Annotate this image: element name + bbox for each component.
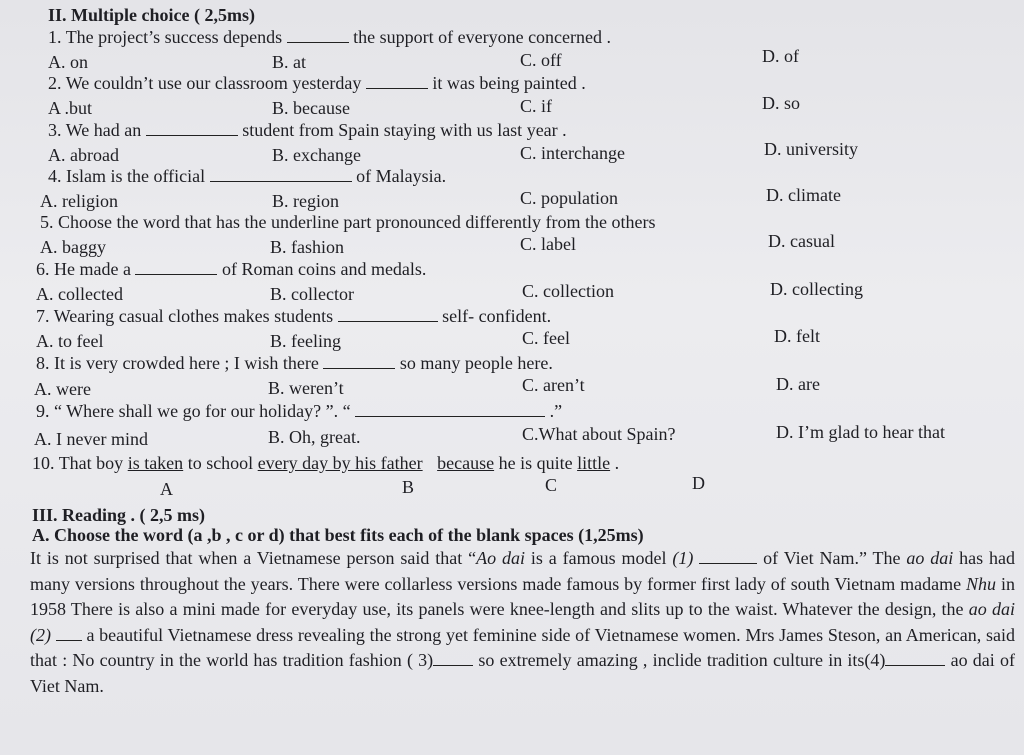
question-7-number: 7. [36, 306, 50, 326]
question-2-blank[interactable] [366, 74, 428, 89]
question-4-option-a[interactable]: A. religion [40, 191, 118, 211]
q10-part-b: every day by his father [257, 453, 423, 473]
reading-s5: in 1958 There is also a mini made for everyday use, its panels were knee-length and slits up to the waist. Whatever the design, the [30, 573, 1015, 620]
question-9-text-after: .” [549, 401, 563, 421]
reading-blank-4[interactable] [885, 651, 945, 666]
question-8 [36, 352, 553, 374]
question-3 [48, 119, 567, 141]
question-4-text-after: of Malaysia. [356, 166, 447, 186]
question-7-text: Wearing casual clothes makes students [53, 306, 334, 326]
question-8-text-after: so many people here. [399, 353, 553, 373]
q10-part-c: because [437, 453, 495, 473]
q10-label-b: B [402, 477, 415, 497]
question-6-option-d[interactable]: D. collecting [770, 279, 863, 299]
question-6-text: He made a [54, 259, 131, 279]
question-5-text: Choose the word that has the underline part pronounced differently from the others [58, 212, 656, 232]
question-7-option-b[interactable]: B. feeling [270, 331, 341, 351]
question-4-option-b[interactable]: B. region [272, 191, 339, 211]
question-8-option-d[interactable]: D. are [776, 374, 820, 394]
q10-number: 10. [32, 453, 55, 473]
question-1-option-b[interactable]: B. at [272, 52, 306, 72]
question-9-text: “ Where shall we go for our holiday? ”. “ [54, 401, 351, 421]
question-1-option-a[interactable]: A. on [48, 52, 88, 72]
question-3-text-after: student from Spain staying with us last year . [242, 120, 567, 140]
question-2 [48, 72, 586, 94]
question-1-text-after: the support of everyone concerned . [353, 27, 612, 47]
question-5-number: 5. [40, 212, 54, 232]
question-3-text: We had an [65, 120, 142, 140]
q10-text-mid: to school [187, 453, 254, 473]
question-4-blank[interactable] [210, 167, 352, 182]
question-6-text-after: of Roman coins and medals. [221, 259, 427, 279]
question-4-text: Islam is the official [66, 166, 206, 186]
question-9-option-b[interactable]: B. Oh, great. [268, 427, 361, 447]
question-5-option-a[interactable]: A. baggy [40, 237, 106, 257]
reading-s3-italic: ao dai [906, 548, 954, 568]
reading-s1: It is not surprised that when a Vietnamese person said that “ [30, 548, 477, 568]
question-6-option-c[interactable]: C. collection [522, 281, 614, 301]
q10-part-d: little [577, 453, 611, 473]
question-4-option-d[interactable]: D. climate [766, 185, 841, 205]
question-2-option-a[interactable]: A .but [48, 98, 93, 118]
reading-s4: has had many versions throughout the years. There were collarless versions made famous by former first lady of south Vietnam madame [30, 548, 1016, 594]
q10-text-mid2: he is quite [498, 453, 573, 473]
reading-blank-1[interactable] [699, 549, 757, 564]
question-9 [36, 400, 562, 422]
reading-s1-italic: Ao dai [476, 548, 526, 568]
question-3-number: 3. [48, 120, 62, 140]
reading-blank-1-label: (1) [672, 548, 694, 568]
question-8-text: It is very crowded here ; I wish there [54, 353, 319, 373]
q10-part-a: is taken [127, 453, 184, 473]
question-5-option-d[interactable]: D. casual [768, 231, 835, 251]
reading-passage [30, 546, 1015, 700]
reading-s2: is a famous model [525, 548, 673, 568]
question-1-blank[interactable] [287, 28, 349, 43]
question-6-option-b[interactable]: B. collector [270, 284, 354, 304]
question-1-text: The project’s success depends [65, 27, 283, 47]
question-6 [36, 258, 426, 280]
question-7-option-c[interactable]: C. feel [522, 328, 570, 348]
question-8-option-a[interactable]: A. were [34, 379, 91, 399]
question-3-blank[interactable] [146, 121, 238, 136]
question-3-option-b[interactable]: B. exchange [272, 145, 361, 165]
reading-s4-italic: Nhu [966, 573, 997, 594]
reading-s6: a beautiful Vietnamese dress revealing the strong yet feminine side of Vietnamese women. Mrs James Steson, an American, said that : No country in the world has tradition fashion ( 3) [30, 624, 1015, 671]
question-4-option-c[interactable]: C. population [520, 188, 618, 208]
question-8-option-c[interactable]: C. aren’t [522, 375, 585, 395]
question-1 [48, 26, 611, 48]
question-3-option-a[interactable]: A. abroad [48, 145, 119, 165]
question-2-text: We couldn’t use our classroom yesterday [65, 73, 362, 93]
q10-label-d: D [692, 473, 705, 493]
question-5 [40, 211, 656, 233]
question-3-option-c[interactable]: C. interchange [520, 143, 625, 163]
reading-blank-2[interactable] [56, 626, 82, 641]
section-2-title: II. Multiple choice ( 2,5ms) [48, 5, 255, 25]
question-8-number: 8. [36, 353, 50, 373]
reading-s7: so extremely amazing , inclide tradition culture in its(4) [473, 650, 886, 671]
section-3-instruction: A. Choose the word (a ,b , c or d) that best fits each of the blank spaces (1,25ms) [32, 525, 644, 545]
question-7-text-after: self- confident. [442, 306, 552, 326]
question-6-number: 6. [36, 259, 50, 279]
question-8-option-b[interactable]: B. weren’t [268, 378, 344, 398]
question-9-blank[interactable] [355, 402, 545, 417]
question-6-blank[interactable] [135, 260, 217, 275]
q10-text-start: That boy [58, 453, 124, 473]
question-3-option-d[interactable]: D. university [764, 139, 858, 159]
q10-label-c: C [545, 475, 558, 495]
question-9-option-a[interactable]: A. I never mind [34, 429, 148, 449]
question-7-blank[interactable] [338, 307, 438, 322]
question-10 [32, 452, 619, 474]
question-1-option-d[interactable]: D. of [762, 46, 799, 66]
question-7-option-d[interactable]: D. felt [774, 326, 820, 346]
question-4 [48, 165, 446, 187]
question-9-option-d[interactable]: D. I’m glad to hear that [776, 422, 945, 442]
question-2-option-b[interactable]: B. because [272, 98, 350, 118]
question-1-option-c[interactable]: C. off [520, 50, 562, 70]
reading-blank-3[interactable] [433, 651, 473, 666]
question-5-option-b[interactable]: B. fashion [270, 237, 344, 257]
q10-label-a: A [160, 479, 173, 499]
reading-blank-2-label: ao dai (2) [30, 599, 1015, 645]
question-9-number: 9. [36, 401, 50, 421]
question-2-option-c[interactable]: C. if [520, 96, 553, 116]
question-7-option-a[interactable]: A. to feel [36, 331, 104, 351]
section-3-title: III. Reading . ( 2,5 ms) [32, 505, 206, 525]
question-7 [36, 305, 551, 327]
q10-text-end: . [614, 453, 620, 473]
question-6-option-a[interactable]: A. collected [36, 284, 123, 304]
question-8-blank[interactable] [323, 354, 395, 369]
reading-s3: of Viet Nam.” The [757, 548, 907, 568]
question-1-number: 1. [48, 27, 62, 47]
question-2-text-after: it was being painted . [432, 73, 586, 93]
question-5-option-c[interactable]: C. label [520, 234, 576, 254]
question-2-option-d[interactable]: D. so [762, 93, 801, 113]
question-9-option-c[interactable]: C.What about Spain? [522, 424, 676, 444]
question-4-number: 4. [48, 166, 62, 186]
question-2-number: 2. [48, 73, 62, 93]
reading-s8: ao dai of Viet Nam. [30, 650, 1015, 696]
